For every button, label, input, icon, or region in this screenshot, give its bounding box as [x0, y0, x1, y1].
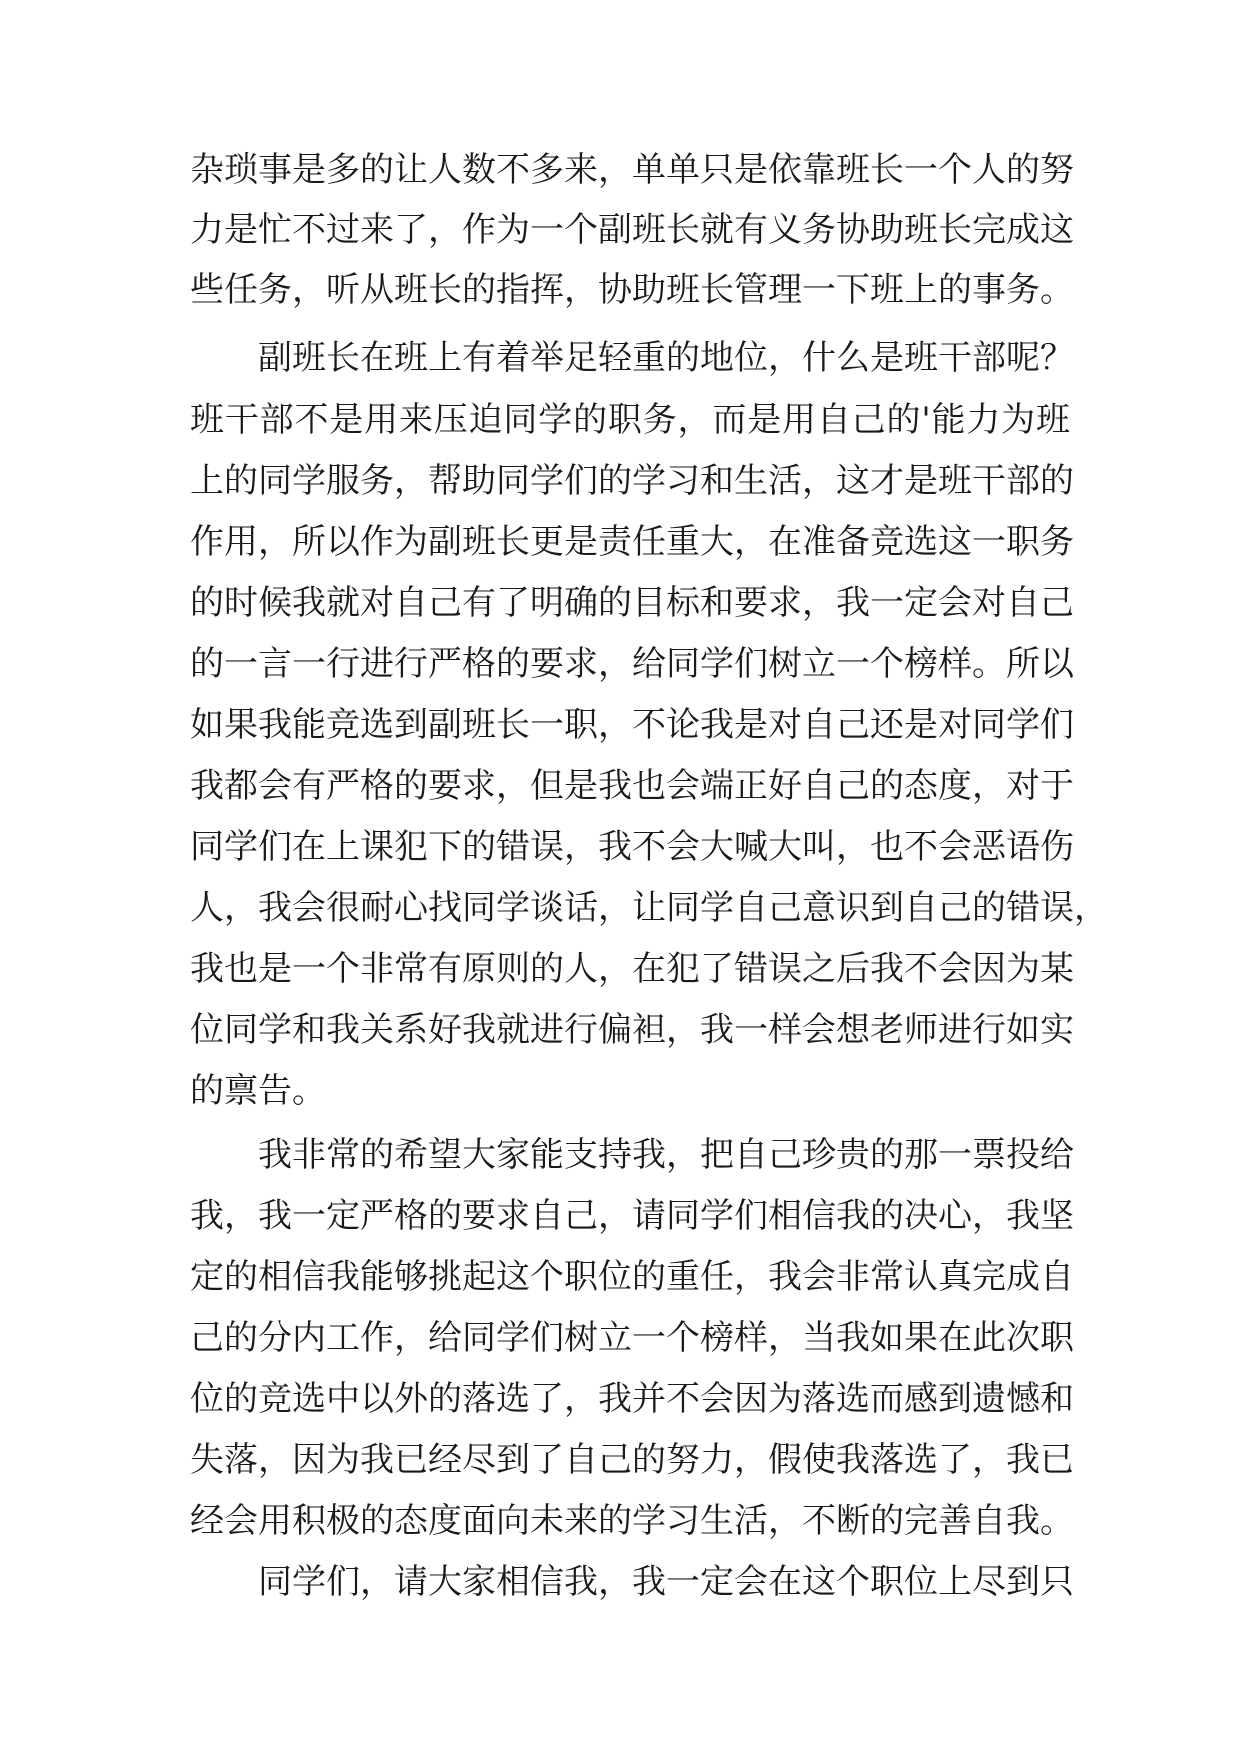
text-line: 我也是一个非常有原则的人，在犯了错误之后我不会因为某	[190, 949, 1074, 989]
text-line: 位的竞选中以外的落选了，我并不会因为落选而感到遗憾和	[190, 1379, 1074, 1419]
text-line: 失落，因为我已经尽到了自己的努力，假使我落选了，我已	[190, 1440, 1074, 1480]
text-line: 上的同学服务，帮助同学们的学习和生活，这才是班干部的	[190, 461, 1074, 501]
text-line: 作用，所以作为副班长更是责任重大，在准备竞选这一职务	[190, 522, 1074, 562]
paragraph-start-line: 我非常的希望大家能支持我，把自己珍贵的那一票投给	[258, 1135, 1074, 1175]
text-line: 些任务，听从班长的指挥，协助班长管理一下班上的事务。	[190, 270, 1074, 310]
text-line: 人，我会很耐心找同学谈话，让同学自己意识到自己的错误，	[190, 888, 1108, 928]
text-line: 己的分内工作，给同学们树立一个榜样，当我如果在此次职	[190, 1318, 1074, 1358]
text-line: 同学们在上课犯下的错误，我不会大喊大叫，也不会恶语伤	[190, 827, 1074, 867]
text-line: 定的相信我能够挑起这个职位的重任，我会非常认真完成自	[190, 1257, 1074, 1297]
text-line: 的时候我就对自己有了明确的目标和要求，我一定会对自己	[190, 583, 1074, 623]
text-line: 班干部不是用来压迫同学的职务，而是用自己的'能力为班	[190, 400, 1070, 440]
paragraph-start-line: 同学们，请大家相信我，我一定会在这个职位上尽到只	[258, 1562, 1074, 1602]
text-line: 如果我能竞选到副班长一职，不论我是对自己还是对同学们	[190, 705, 1074, 745]
text-line: 力是忙不过来了，作为一个副班长就有义务协助班长完成这	[190, 210, 1074, 250]
text-line: 杂琐事是多的让人数不多来，单单只是依靠班长一个人的努	[190, 150, 1074, 190]
text-line: 我，我一定严格的要求自己，请同学们相信我的决心，我坚	[190, 1196, 1074, 1236]
text-line: 的禀告。	[190, 1071, 326, 1111]
text-line: 经会用积极的态度面向未来的学习生活，不断的完善自我。	[190, 1501, 1074, 1541]
paragraph-start-line: 副班长在班上有着举足轻重的地位，什么是班干部呢？	[258, 338, 1074, 378]
text-line: 的一言一行进行严格的要求，给同学们树立一个榜样。所以	[190, 644, 1074, 684]
text-line: 位同学和我关系好我就进行偏袒，我一样会想老师进行如实	[190, 1010, 1074, 1050]
text-line: 我都会有严格的要求，但是我也会端正好自己的态度，对于	[190, 766, 1074, 806]
